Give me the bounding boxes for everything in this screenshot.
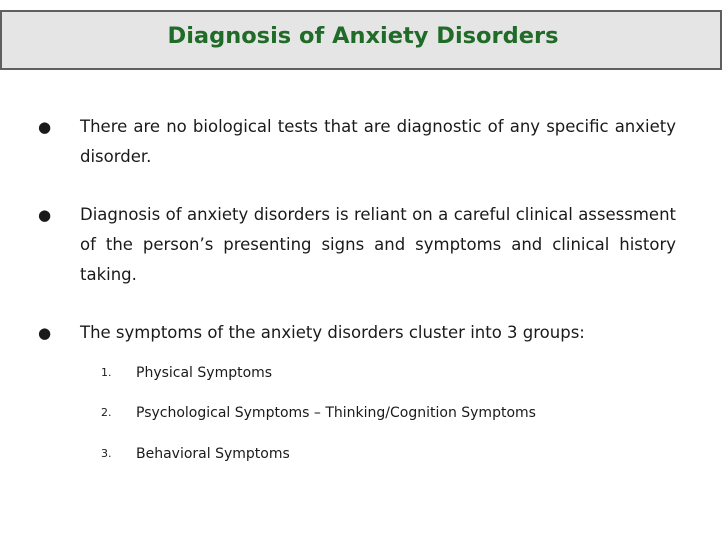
sublist-text: Psychological Symptoms – Thinking/Cognition Symptoms	[136, 405, 536, 421]
slide-title: Diagnosis of Anxiety Disorders	[167, 23, 559, 49]
bullet-text: The symptoms of the anxiety disorders cluster into 3 groups:	[80, 323, 585, 342]
sublist-number: 1.	[101, 366, 112, 379]
sublist-item	[0, 442, 728, 466]
sublist-text: Physical Symptoms	[136, 365, 273, 381]
sublist-number: 2.	[101, 406, 112, 419]
sublist-item	[0, 361, 728, 385]
bullet-dot-icon: ●	[38, 118, 52, 136]
sublist-text: Behavioral Symptoms	[136, 446, 290, 462]
bullet-dot-icon: ●	[38, 324, 52, 342]
bullet-dot-icon: ●	[38, 206, 52, 224]
bullet-text: Diagnosis of anxiety disorders is reliant on a careful clinical assessment of the person’s presenting signs and symptoms and clinical history taking.	[80, 205, 676, 284]
slide-title-bar	[0, 10, 722, 70]
sublist-item	[0, 401, 728, 425]
bullet-text: There are no biological tests that are diagnostic of any specific anxiety disorder.	[80, 117, 676, 166]
sublist-number: 3.	[101, 447, 112, 460]
